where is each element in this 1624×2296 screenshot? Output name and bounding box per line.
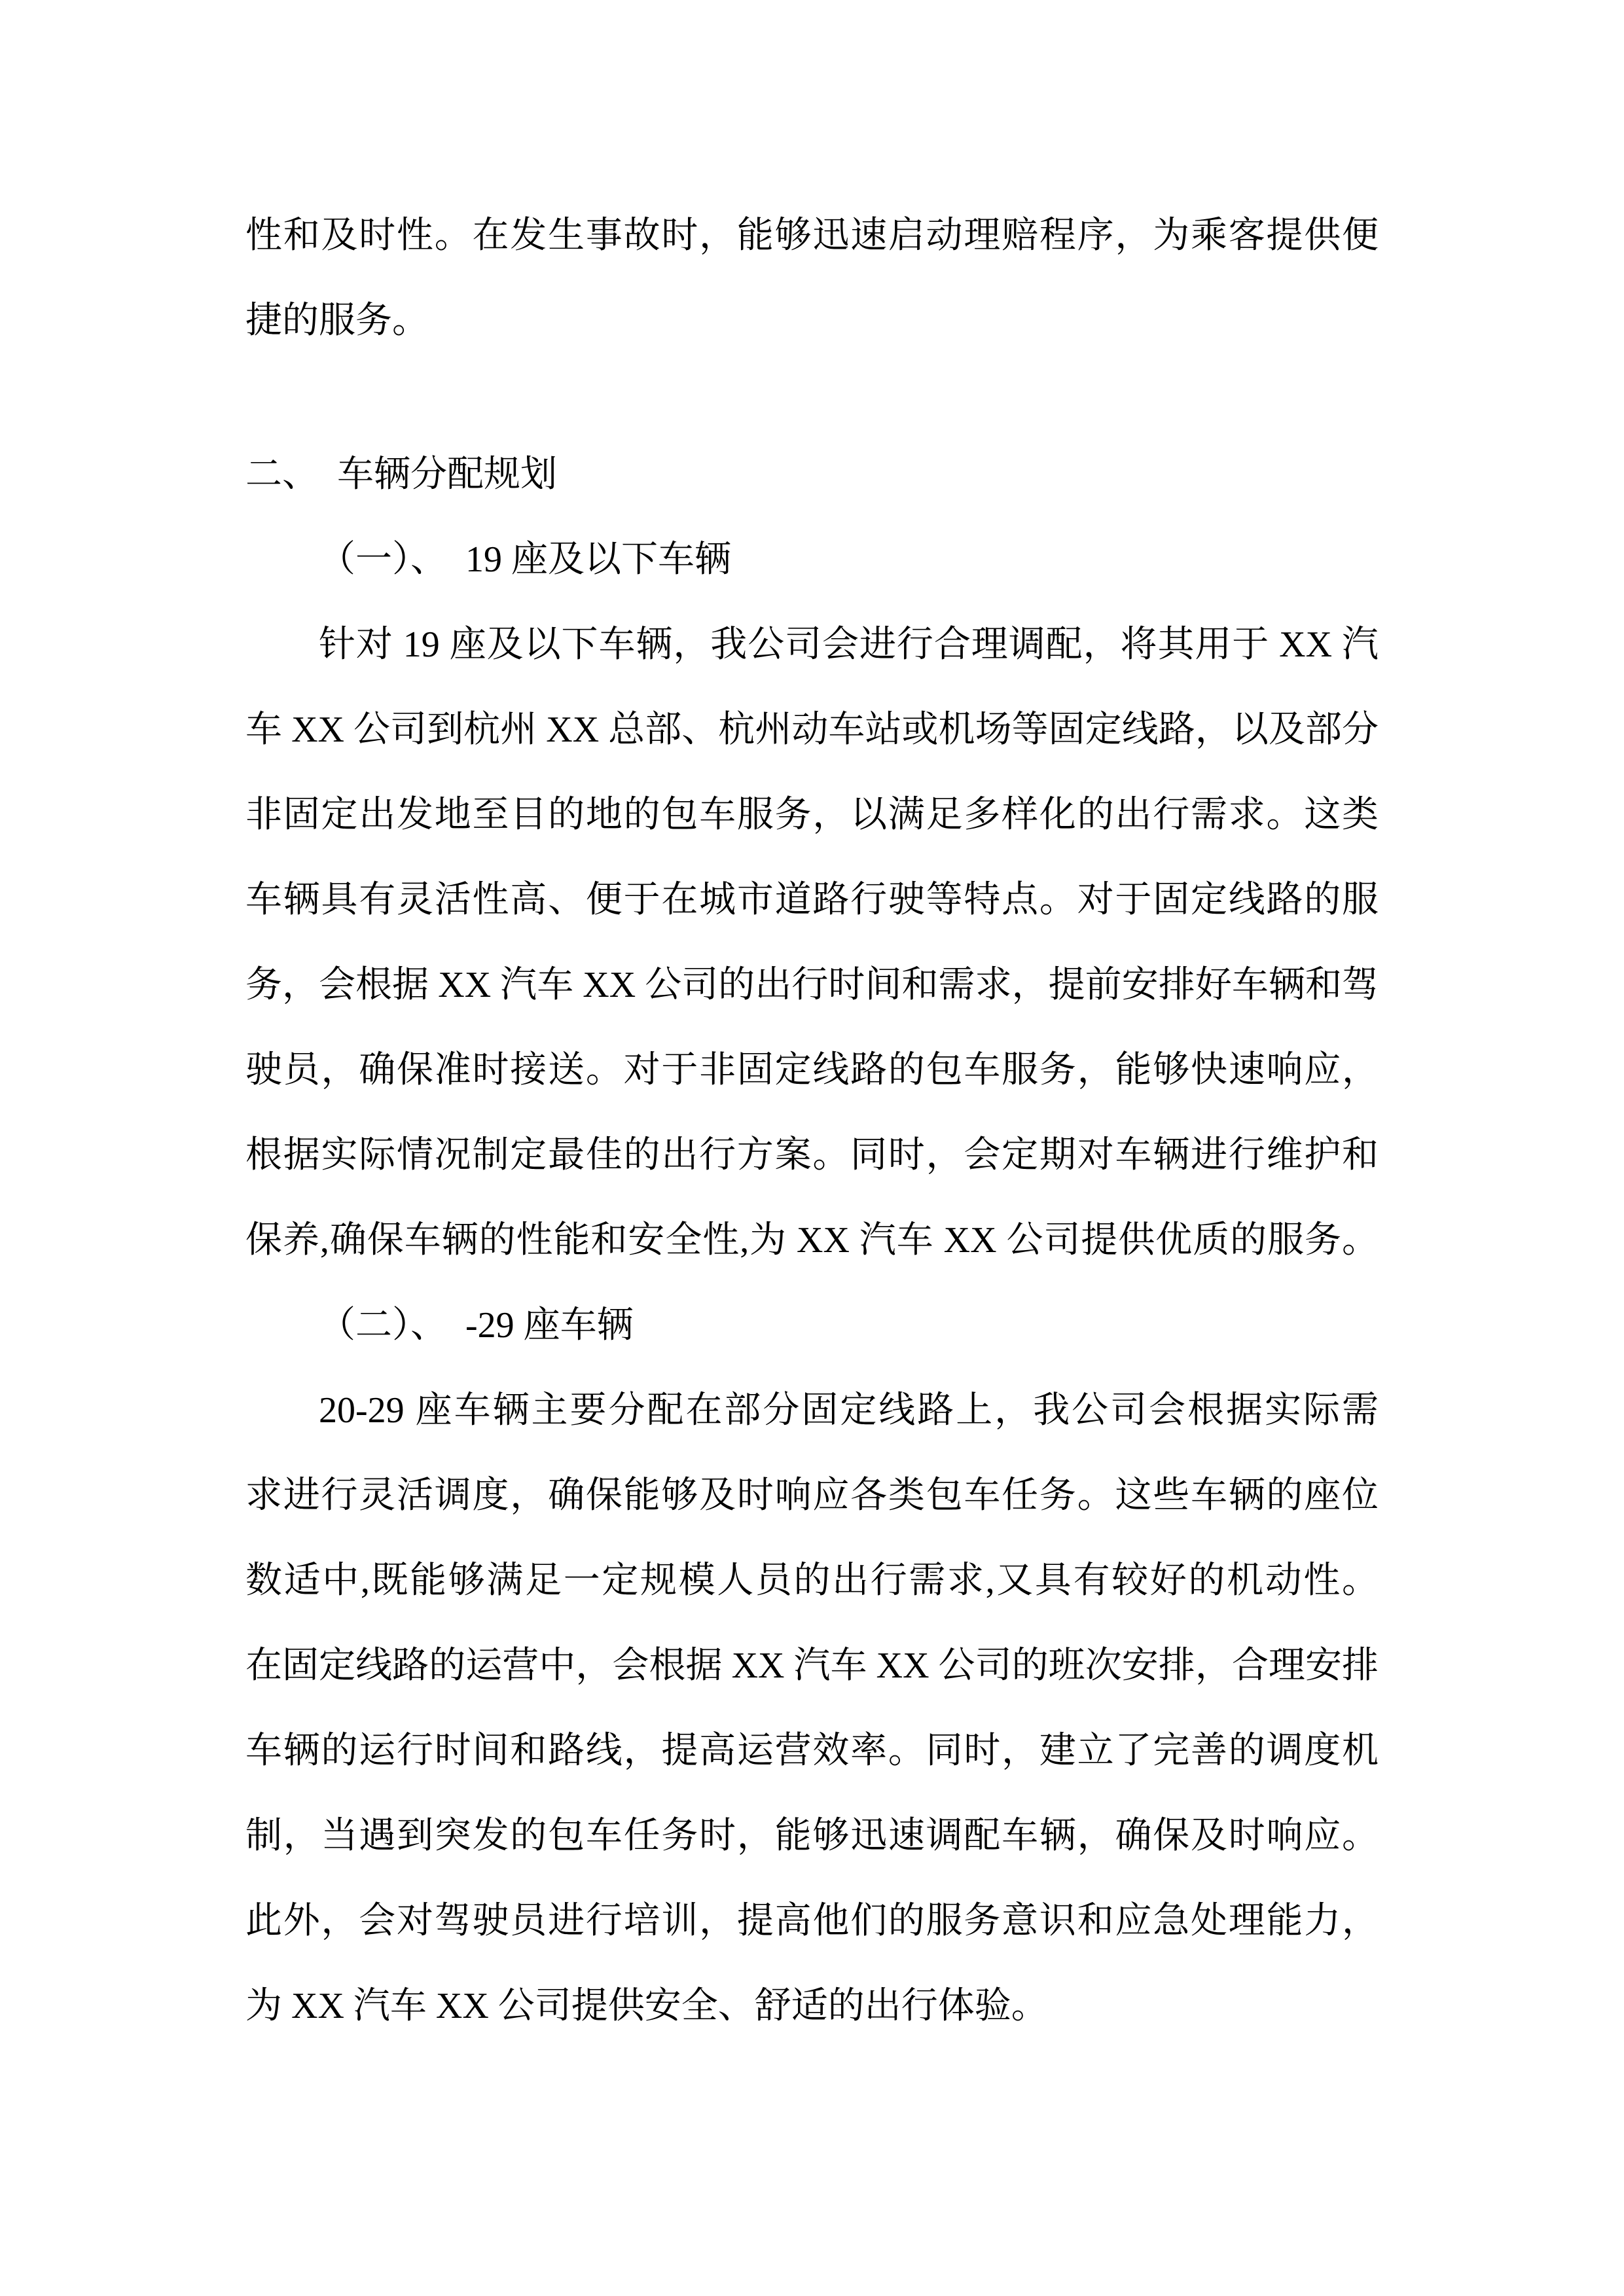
body-text-line: 保养,确保车辆的性能和安全性,为 XX 汽车 XX 公司提供优质的服务。 bbox=[245, 1220, 1379, 1261]
body-text-line: 针对 19 座及以下车辆，我公司会进行合理调配，将其用于 XX 汽 bbox=[319, 624, 1379, 665]
subsection-heading: （二）、 -29 座车辆 bbox=[319, 1305, 634, 1346]
body-text-line: 根据实际情况制定最佳的出行方案。同时，会定期对车辆进行维护和 bbox=[245, 1135, 1379, 1175]
body-text-line: 务，会根据 XX 汽车 XX 公司的出行时间和需求，提前安排好车辆和驾 bbox=[245, 965, 1379, 1005]
body-text-line: 车 XX 公司到杭州 XX 总部、杭州动车站或机场等固定线路，以及部分 bbox=[245, 709, 1379, 750]
body-text-line: 制，当遇到突发的包车任务时，能够迅速调配车辆，确保及时响应。 bbox=[245, 1816, 1379, 1856]
body-text-line: 在固定线路的运营中，会根据 XX 汽车 XX 公司的班次安排，合理安排 bbox=[245, 1645, 1379, 1686]
body-text-line: 车辆的运行时间和路线，提高运营效率。同时，建立了完善的调度机 bbox=[245, 1731, 1379, 1771]
body-text-line: 性和及时性。在发生事故时，能够迅速启动理赔程序，为乘客提供便 bbox=[245, 215, 1379, 256]
document-text-block bbox=[245, 193, 1379, 2049]
body-text-line: 车辆具有灵活性高、便于在城市道路行驶等特点。对于固定线路的服 bbox=[245, 880, 1379, 920]
section-heading: 二、 车辆分配规划 bbox=[245, 454, 557, 495]
body-text-line: 此外，会对驾驶员进行培训，提高他们的服务意识和应急处理能力， bbox=[245, 1901, 1379, 1941]
body-text-line: 数适中,既能够满足一定规模人员的出行需求,又具有较好的机动性。 bbox=[245, 1560, 1379, 1601]
subsection-heading: （一）、 19 座及以下车辆 bbox=[319, 539, 731, 580]
body-text-line: 驶员，确保准时接送。对于非固定线路的包车服务，能够快速响应， bbox=[245, 1050, 1379, 1090]
body-text-line: 为 XX 汽车 XX 公司提供安全、舒适的出行体验。 bbox=[245, 1986, 1048, 2026]
body-text-line: 捷的服务。 bbox=[245, 300, 429, 341]
body-text-line: 非固定出发地至目的地的包车服务，以满足多样化的出行需求。这类 bbox=[245, 795, 1379, 835]
body-text-line: 求进行灵活调度，确保能够及时响应各类包车任务。这些车辆的座位 bbox=[245, 1475, 1379, 1516]
body-text-line: 20-29 座车辆主要分配在部分固定线路上，我公司会根据实际需 bbox=[319, 1390, 1379, 1431]
